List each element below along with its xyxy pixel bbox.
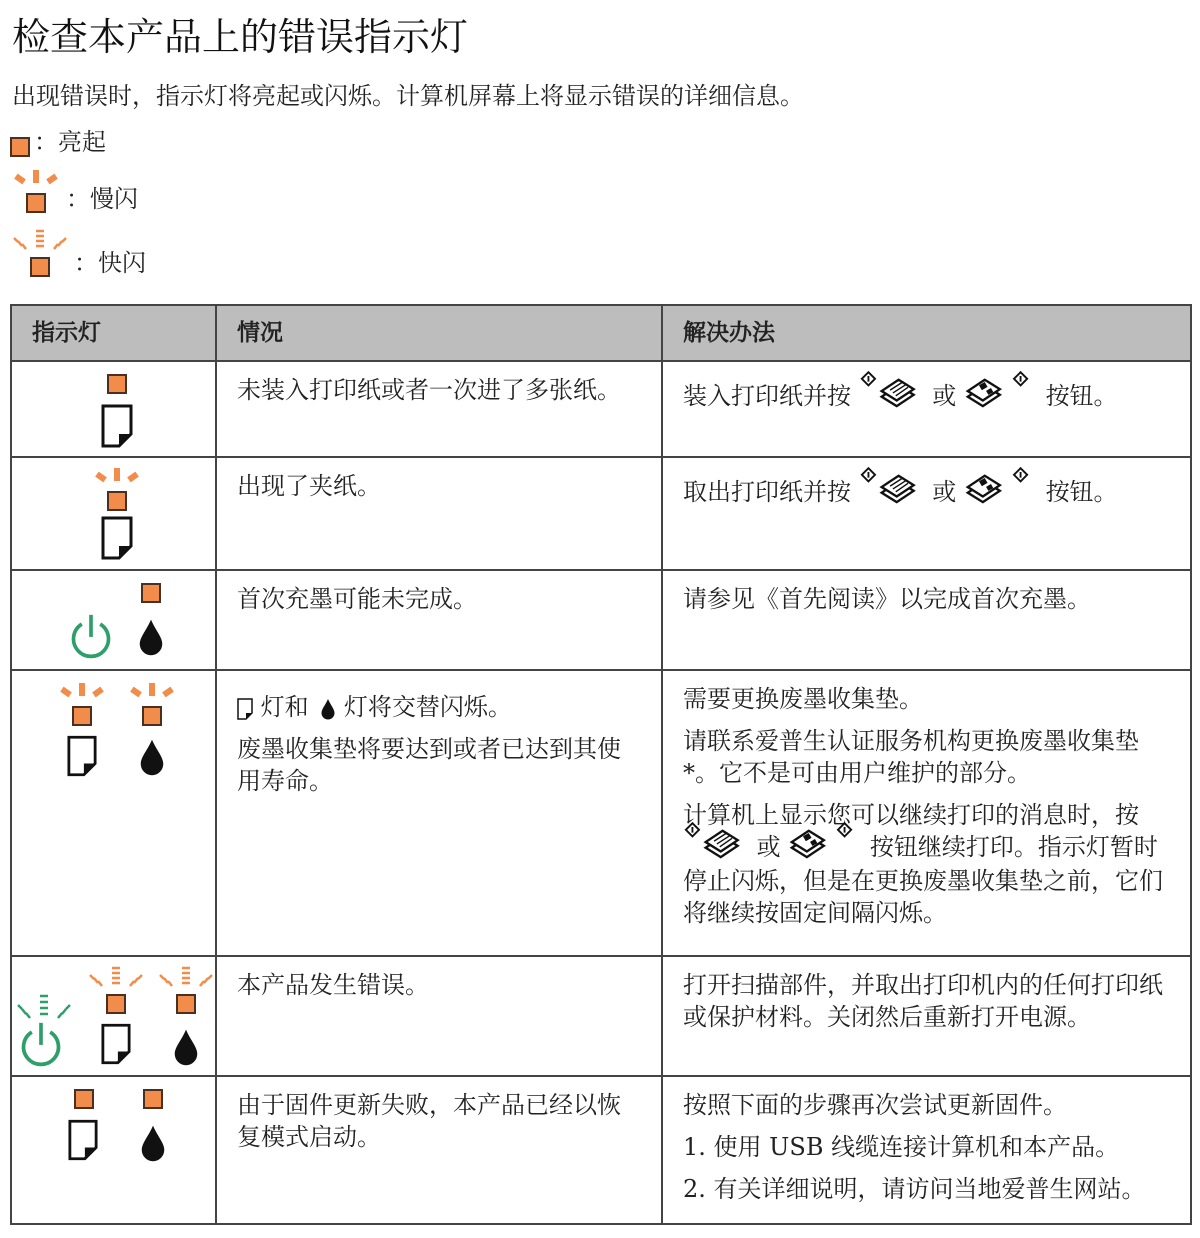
solution-cell: 需要更换废墨收集垫。 请联系爱普生认证服务机构更换废墨收集垫*。它不是可由用户维护的部分。 计算机上显示您可以继续打印的消息时，按 或 按钮继续打印。指示灯暂时停止闪烁，但是在更换废墨收集垫之前，它们将继续按固定间隔闪烁。 <box>662 670 1191 956</box>
indicator-cell <box>11 361 216 457</box>
condition-cell: 由于固件更新失败，本产品已经以恢复模式启动。 <box>216 1076 662 1224</box>
table-row <box>11 956 1191 1076</box>
paper-light-on-icon <box>107 374 127 394</box>
ink-light-on-icon <box>143 1089 163 1109</box>
table-row <box>11 1076 1191 1224</box>
error-indicator-table <box>10 304 1192 1225</box>
ink-drop-icon <box>173 1027 199 1067</box>
copy-color-button-icon <box>964 466 1030 510</box>
header-indicator: 指示灯 <box>11 305 216 361</box>
indicator-cell <box>11 956 216 1076</box>
copy-bw-button-icon <box>859 370 925 414</box>
solution-cell: 请参见《首先阅读》以完成首次充墨。 <box>662 570 1191 670</box>
page-title: 检查本产品上的错误指示灯 <box>12 15 469 59</box>
ink-light-on-icon <box>141 583 161 603</box>
paper-icon <box>101 404 133 448</box>
solution-cell: 按照下面的步骤再次尝试更新固件。 1. 使用 USB 线缆连接计算机和本产品。 2. 有关详细说明，请访问当地爱普生网站。 <box>662 1076 1191 1224</box>
legend-light-on: ：亮起 <box>10 122 106 157</box>
power-icon <box>18 1021 64 1067</box>
paper-icon <box>68 1119 98 1161</box>
fast-blink-icon <box>10 228 70 278</box>
ink-drop-icon <box>320 698 336 720</box>
paper-icon <box>237 698 253 720</box>
copy-color-button-icon <box>788 821 854 865</box>
indicator-cell <box>11 570 216 670</box>
paper-icon <box>67 735 97 777</box>
legend-slow-blink: ：慢闪 <box>10 168 138 214</box>
table-row <box>11 670 1191 956</box>
solution-cell: 装入打印纸并按 或 按钮。 <box>662 361 1191 457</box>
condition-cell: 未装入打印纸或者一次进了多张纸。 <box>216 361 662 457</box>
legend-fast-blink: ：快闪 <box>10 228 146 278</box>
indicator-cell <box>11 670 216 956</box>
table-row <box>11 361 1191 457</box>
ink-slow-blink-icon <box>126 681 178 727</box>
condition-cell: 本产品发生错误。 <box>216 956 662 1076</box>
paper-icon <box>101 1023 131 1065</box>
paper-fast-blink-icon <box>86 965 146 1015</box>
copy-color-button-icon <box>964 370 1030 414</box>
copy-bw-button-icon <box>859 466 925 510</box>
table-header <box>11 305 1191 361</box>
ink-fast-blink-icon <box>156 965 216 1015</box>
indicator-cell <box>11 1076 216 1224</box>
ink-drop-icon <box>138 617 164 657</box>
paper-slow-blink-icon <box>56 681 108 727</box>
paper-slow-blink-icon <box>91 466 143 512</box>
intro-text: 出现错误时，指示灯将亮起或闪烁。计算机屏幕上将显示错误的详细信息。 <box>12 82 804 110</box>
condition-cell: 首次充墨可能未完成。 <box>216 570 662 670</box>
paper-light-on-icon <box>74 1089 94 1109</box>
ink-drop-icon <box>139 737 165 777</box>
power-fast-blink-icon <box>14 993 74 1023</box>
ink-drop-icon <box>140 1123 166 1163</box>
solution-cell: 打开扫描部件，并取出打印机内的任何打印纸或保护材料。关闭然后重新打开电源。 <box>662 956 1191 1076</box>
condition-cell: 出现了夹纸。 <box>216 457 662 570</box>
header-condition: 情况 <box>216 305 662 361</box>
solution-cell: 取出打印纸并按 或 按钮。 <box>662 457 1191 570</box>
power-icon <box>68 613 114 659</box>
condition-cell: 灯和 灯将交替闪烁。 废墨收集垫将要达到或者已达到其使用寿命。 <box>216 670 662 956</box>
copy-bw-button-icon <box>683 821 749 865</box>
table-row <box>11 570 1191 670</box>
header-solution: 解决办法 <box>662 305 1191 361</box>
slow-blink-icon <box>10 168 62 214</box>
table-row <box>11 457 1191 570</box>
light-on-icon <box>10 137 30 157</box>
indicator-cell <box>11 457 216 570</box>
paper-icon <box>101 516 133 560</box>
